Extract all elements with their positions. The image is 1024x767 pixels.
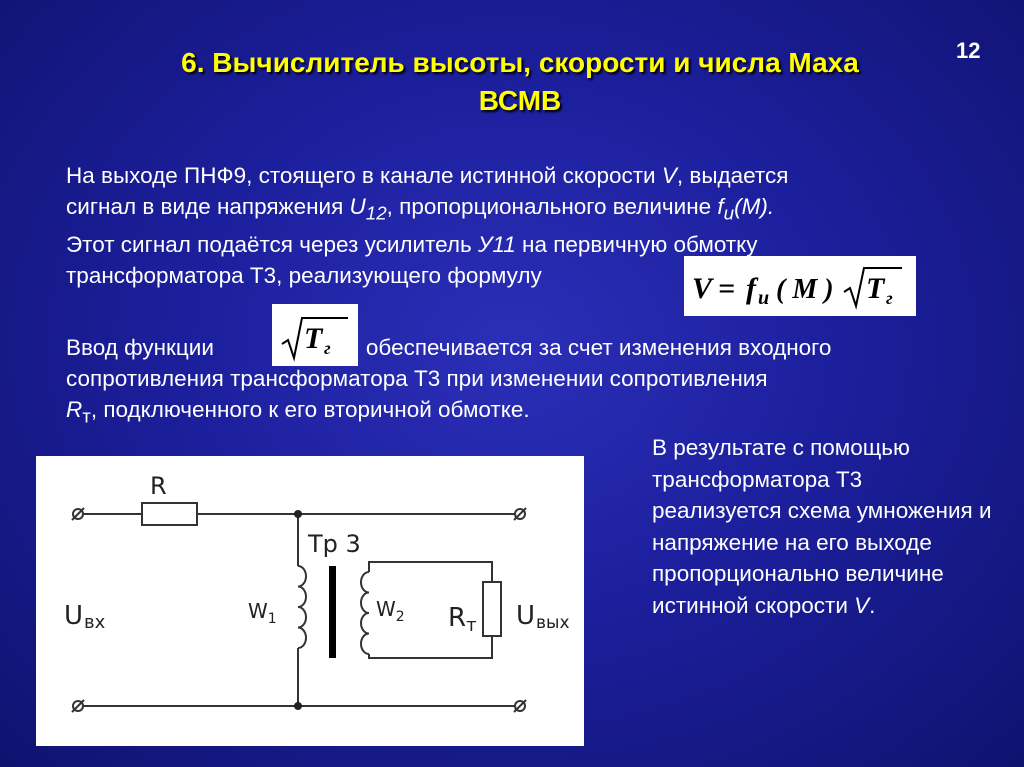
var-f-arg: (M). [734,194,775,219]
paragraph-2-line-2: сопротивления трансформатора Т3 при изменении сопротивления [66,366,768,391]
formula-v: V [692,272,713,305]
paragraph-1-line-2 [66,191,788,229]
side-text-body: В результате с помощью трансформатора Т3 реализуется схема умножения и напряжение на его выходе пропорционально величине истинной скорости [652,435,992,618]
label-rt-main: R [448,603,467,633]
formula-sqrt-t-sub: г [324,338,331,358]
var-f-sub: и [723,202,735,224]
text-span: обеспечивается за счет изменения входного [365,335,832,360]
var-u12 [349,194,387,224]
var-r: R [66,397,83,422]
amplifier-name: У11 [478,231,516,257]
side-text-end: . [869,592,876,618]
formula-sqrt [272,304,358,366]
coil-w2-icon [361,572,369,654]
text-span: сигнал в виде напряжения [66,194,350,219]
coil-w1-icon [298,566,306,648]
formula-main-svg [684,256,916,316]
slide-title [60,44,980,120]
formula-m: ( M ) [776,274,834,305]
text-span: На выходе ПНФ9, стоящего в канале истинной скорости [66,163,662,188]
formula-main [684,256,916,316]
label-w2-main: W [376,597,396,621]
wire [369,636,492,658]
label-w1-sub: 1 [267,611,277,627]
formula-t-sub: г [886,288,893,308]
label-w2 [376,597,405,625]
var-u-sub: 12 [365,202,387,224]
formula-eq: = [718,272,736,305]
paragraph-2-line-1 [66,332,831,363]
label-u-out-main: U [516,601,536,631]
paragraph-2-line-3 [66,394,831,432]
formula-t: T [866,272,885,305]
text-span: , выдается [676,163,789,188]
text-span: на первичную обмотку [515,231,758,257]
wire [369,562,492,582]
formula-f-sub: и [758,287,770,309]
label-u-in-sub: вх [84,612,106,633]
text-span: Ввод функции [66,335,214,360]
label-rt-sub: т [466,615,477,636]
text-span: , подключенного к его вторичной обмотке. [90,397,530,422]
var-u: U [349,194,366,219]
label-u-in [64,601,106,633]
label-w1-main: W [248,599,268,623]
paragraph-1-line-1 [66,160,788,191]
title-line-1: 6. Вычислитель высоты, скорости и числа Маха [181,47,859,78]
circuit-diagram [36,456,584,746]
junction-top-icon [294,510,302,518]
formula-sqrt-svg [272,304,358,366]
paragraph-1 [66,160,788,291]
var-f-main: f [717,194,724,219]
formula-sqrt-t: T [304,322,323,355]
resistor-rt-icon [483,582,501,636]
paragraph-1-line-3 [66,229,788,260]
junction-bottom-icon [294,702,302,710]
paragraph-2 [66,332,831,432]
var-r-sub: т [82,405,91,427]
label-w1 [248,599,277,627]
slide-number: 12 [956,38,981,63]
side-text-var-v: V [854,592,870,618]
side-text [652,432,997,621]
label-u-in-main: U [64,601,84,631]
label-transformer: Тр 3 [308,530,361,558]
label-u-out [516,601,570,633]
title-line-2: ВСМВ [478,85,562,116]
paragraph-1-line-4: трансформатора Т3, реализующего формулу [66,262,542,288]
formula-f: f [746,272,756,305]
label-w2-sub: 2 [395,609,405,625]
label-u-out-sub: вых [536,613,570,633]
var-v: V [661,163,677,188]
resistor-r-icon [142,503,197,525]
circuit-svg [36,456,584,746]
text-span: Этот сигнал подаётся через усилитель [66,231,479,257]
label-rt [448,603,477,636]
var-f [717,194,775,224]
transformer-core-icon [329,566,336,658]
text-span: , пропорционального величине [386,194,718,219]
label-r: R [150,472,167,500]
